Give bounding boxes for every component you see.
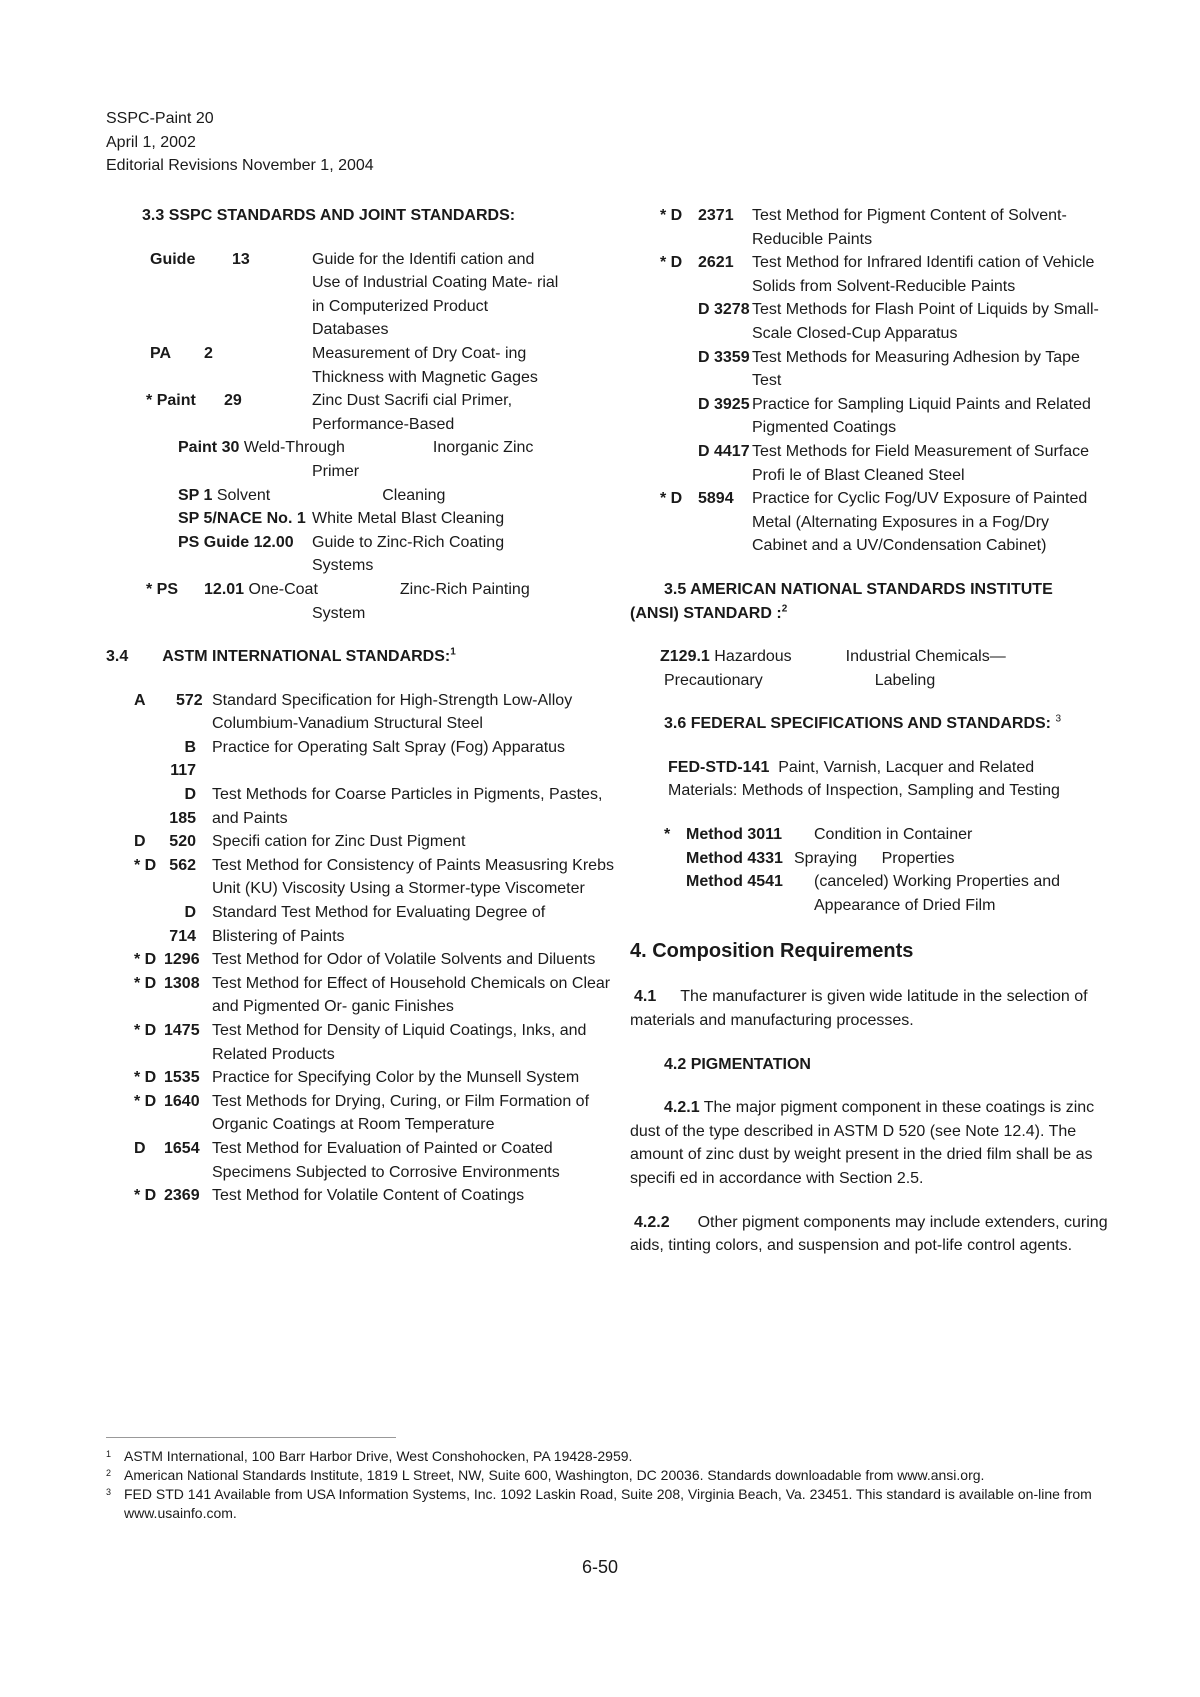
list-item: * D 1535 Practice for Specifying Color by the Munsell System — [134, 1069, 580, 1087]
section-3-3-heading: 3.3 SSPC STANDARDS AND JOINT STANDARDS: — [142, 207, 516, 224]
paragraph-4-2-1: 4.2.1 The major pigment component in these coatings is zinc dust of the type described in ASTM D 520 (see Note 12.4). The amount of zinc dust by weight present in the dried film shall be as specifi ed in accordance with Section 2.5. — [630, 1099, 1095, 1187]
list-item: * Paint 29 Zinc Dust Sacrifi cial Primer, Performance-Based — [146, 392, 513, 433]
ansi-entry-continued: Precautionary Labeling — [664, 671, 936, 689]
section-3-4-heading: 3.4 ASTM INTERNATIONAL STANDARDS:$^1$ — [106, 646, 456, 666]
page-number: 6-50 — [581, 1557, 619, 1577]
list-item: Method 4541 (canceled) Working Properties and Appearance of Dried Film — [686, 873, 1061, 914]
fed-std-entry: FED-STD-141 Paint, Varnish, Lacquer and Related — [668, 758, 1035, 776]
section-3-5-heading: 3.5 AMERICAN NATIONAL STANDARDS INSTITUTE — [664, 580, 1053, 598]
footnote: 1 ASTM International, 100 Barr Harbor Drive, West Conshohocken, PA 19428-2959. — [106, 1448, 633, 1464]
list-item: * D 2369 Test Method for Volatile Content of Coatings — [134, 1187, 525, 1205]
list-item: * D 2371 Test Method for Pigment Content of Solvent- Reducible Paints — [660, 207, 1067, 248]
list-item: * D 1308 Test Method for Effect of Household Chemicals on Clear and Pigmented Or- ganic Finishes — [134, 974, 611, 1016]
list-item: D 3359 Test Methods for Measuring Adhesion by Tape Test — [698, 348, 1080, 390]
list-item: * D 5894 Practice for Cyclic Fog/UV Exposure of Painted Metal (Alternating Exposures in a Fog/Dry Cabinet and a UV/Condensation Cabinet) — [660, 490, 1088, 555]
paragraph-4-2-2: 4.2.2 Other pigment components may include extenders, curing aids, tinting colors, and suspension and pot-life control agents. — [630, 1213, 1108, 1255]
list-item: SP 5/NACE No. 1 White Metal Blast Cleaning — [178, 510, 505, 528]
ansi-entry: Z129.1 Hazardous Industrial Chemicals— — [660, 648, 1006, 666]
header-standard-name: SSPC-Paint 20 — [106, 110, 214, 127]
list-item: Paint 30 Weld-Through Inorganic Zinc — [178, 439, 534, 457]
list-item: D 4417 Test Methods for Field Measurement of Surface Profi le of Blast Cleaned Steel — [698, 442, 1090, 484]
list-item: * D 1475 Test Method for Density of Liquid Coatings, Inks, and Related Products — [134, 1022, 587, 1063]
sspc-standards-list: Guide 13 Guide for the Identifi cation and Use of Industrial Coating Mate- rial in Computerized Product Databases PA 2 Measurement of Dry Coat- ing Thickness with Magnetic Gages * Paint 29 Zinc Dust Sacrifi cial Primer, Performance-Based Paint 30 Weld-Through Inorganic Zinc Primer SP 1 Solvent Cleaning SP 5/NACE No. 1 White Metal Blast Cleaning PS Guide 12.00 Guide to Zinc-Rich Coating Systems * PS 12.01 One-Coat Zinc-Rich Painting System — [150, 248, 580, 626]
section-4-heading: 4. Composition Requirements — [630, 940, 914, 963]
list-item: * D 1640 Test Methods for Drying, Curing, or Film Formation of Organic Coatings at Room Temperature — [134, 1092, 590, 1134]
footnote-divider — [106, 1437, 396, 1438]
header-date: April 1, 2002 — [106, 133, 196, 151]
list-item: D 3925 Practice for Sampling Liquid Paints and Related Pigmented Coatings — [698, 395, 1091, 437]
section-3-5-heading-line2: (ANSI) STANDARD :$^2$ — [630, 603, 788, 622]
list-item: D 1654 Test Method for Evaluation of Painted or Coated Specimens Subjected to Corrosive Environments — [134, 1139, 560, 1181]
list-item: B 117 Practice for Operating Salt Spray (Fog) Apparatus — [170, 738, 566, 780]
list-item: * Method 3011 Condition in Container — [664, 826, 973, 844]
list-item: SP 1 Solvent Cleaning — [178, 486, 446, 504]
paragraph-4-1: 4.1 The manufacturer is given wide latitude in the selection of materials and manufacturing processes. — [630, 988, 1088, 1030]
astm-standards-list — [134, 689, 614, 1208]
section-4-2-heading: 4.2 PIGMENTATION — [664, 1055, 811, 1073]
list-item: * D 1296 Test Method for Odor of Volatile Solvents and Diluents — [134, 951, 596, 969]
footnote: 3 FED STD 141 Available from USA Information Systems, Inc. 1092 Laskin Road, Suite 208, Virginia Beach, Va. 23451. This standard is available on-line from www.usainfo.com. — [106, 1486, 1092, 1521]
list-item: D 714 Standard Test Method for Evaluating Degree of Blistering of Paints — [169, 904, 546, 945]
list-item: Method 4331 Spraying Properties — [686, 849, 955, 867]
footnote: 2 American National Standards Institute, 1819 L Street, NW, Suite 600, Washington, DC 20036. Standards downloadable from www.ansi.org. — [106, 1467, 985, 1483]
footnotes — [106, 1447, 1106, 1523]
left-column — [106, 204, 614, 1208]
list-item: D 520 Specifi cation for Zinc Dust Pigment — [134, 833, 466, 851]
list-item: D 185 Test Methods for Coarse Particles in Pigments, Pastes, and Paints — [169, 786, 603, 827]
section-3-6-heading: 3.6 FEDERAL SPECIFICATIONS AND STANDARDS: $^3$ — [664, 713, 1062, 733]
list-item: PS Guide 12.00 Guide to Zinc-Rich Coating Systems — [178, 533, 505, 575]
list-item: A 572 Standard Specification for High-Strength Low-Alloy Columbium-Vanadium Structural Steel — [134, 691, 573, 733]
list-item: D 3278 Test Methods for Flash Point of Liquids by Small-Scale Closed-Cup Apparatus — [698, 301, 1099, 342]
list-item: * PS 12.01 One-Coat Zinc-Rich Painting — [146, 580, 530, 598]
list-item: PA 2 Measurement of Dry Coat- ing Thickness with Magnetic Gages — [150, 344, 538, 386]
document-header — [106, 107, 374, 178]
astm-standards-list-continued — [630, 204, 1108, 558]
header-revision: Editorial Revisions November 1, 2004 — [106, 157, 374, 175]
list-item: * D 562 Test Method for Consistency of Paints Measusring Krebs Unit (KU) Viscosity Using a Stormer-type Viscometer — [134, 856, 614, 898]
fed-methods-list — [630, 823, 1108, 917]
list-item: Guide 13 Guide for the Identifi cation and Use of Industrial Coating Mate- rial in Computerized Product Databases — [150, 250, 559, 339]
right-column: * D 2371 Test Method for Pigment Content of Solvent- Reducible Paints * D 2621 Test Method for Infrared Identifi cation of Vehicle Solids from Solvent-Reducible Paints D 3278 Test Methods for Flash Point of Liquids by Small-Scale Closed-Cup Apparatus D 3359 Test Methods for Measuring Adhesion by Tape Test D 3925 Practice for Sampling Liquid Paints and Related Pigmented Coatings D 4417 Test Methods for Field Measurement of Surface Profi le of Blast Cleaned Steel * D 5894 Practice for Cyclic Fog/UV Exposure of Painted Metal (Alternating Exposures in a Fog/Dry Cabinet and a UV/Condensation Cabinet) 3.5 AMERICAN NATIONAL STANDARDS INSTITUTE (ANSI) STANDARD :$^2$ Z129.1 Hazardous Industrial Chemicals— Precautionary Labeling 3.6 FEDERAL SPECIFICATIONS AND STANDARDS: $^3$ FED-STD-141 Paint, Varnish, Lacquer and Related Materials: Methods of Inspection, Sampling and Testing * Method 3011 Condition in Container Method 4331 Spraying Properties Method 4541 (canceled) Working Properties and Appearance of Dried Film 4. Composition Requirements 4.1 The manufacturer is given wide latitude in the selection of materials and manufacturing processes. 4.2 PIGMENTATION 4.2.1 The major pigment component in these coatings is zinc dust of the type described in ASTM D 520 (see Note 12.4). The amount of zinc dust by weight present in the dried film shall be as specifi ed in accordance with Section 2.5. 4.2.2 Other pigment components may include extenders, curing aids, tinting colors, and suspension and pot-life control agents. — [630, 204, 1108, 1258]
list-item: * D 2621 Test Method for Infrared Identifi cation of Vehicle Solids from Solvent-Reducible Paints — [660, 254, 1095, 295]
